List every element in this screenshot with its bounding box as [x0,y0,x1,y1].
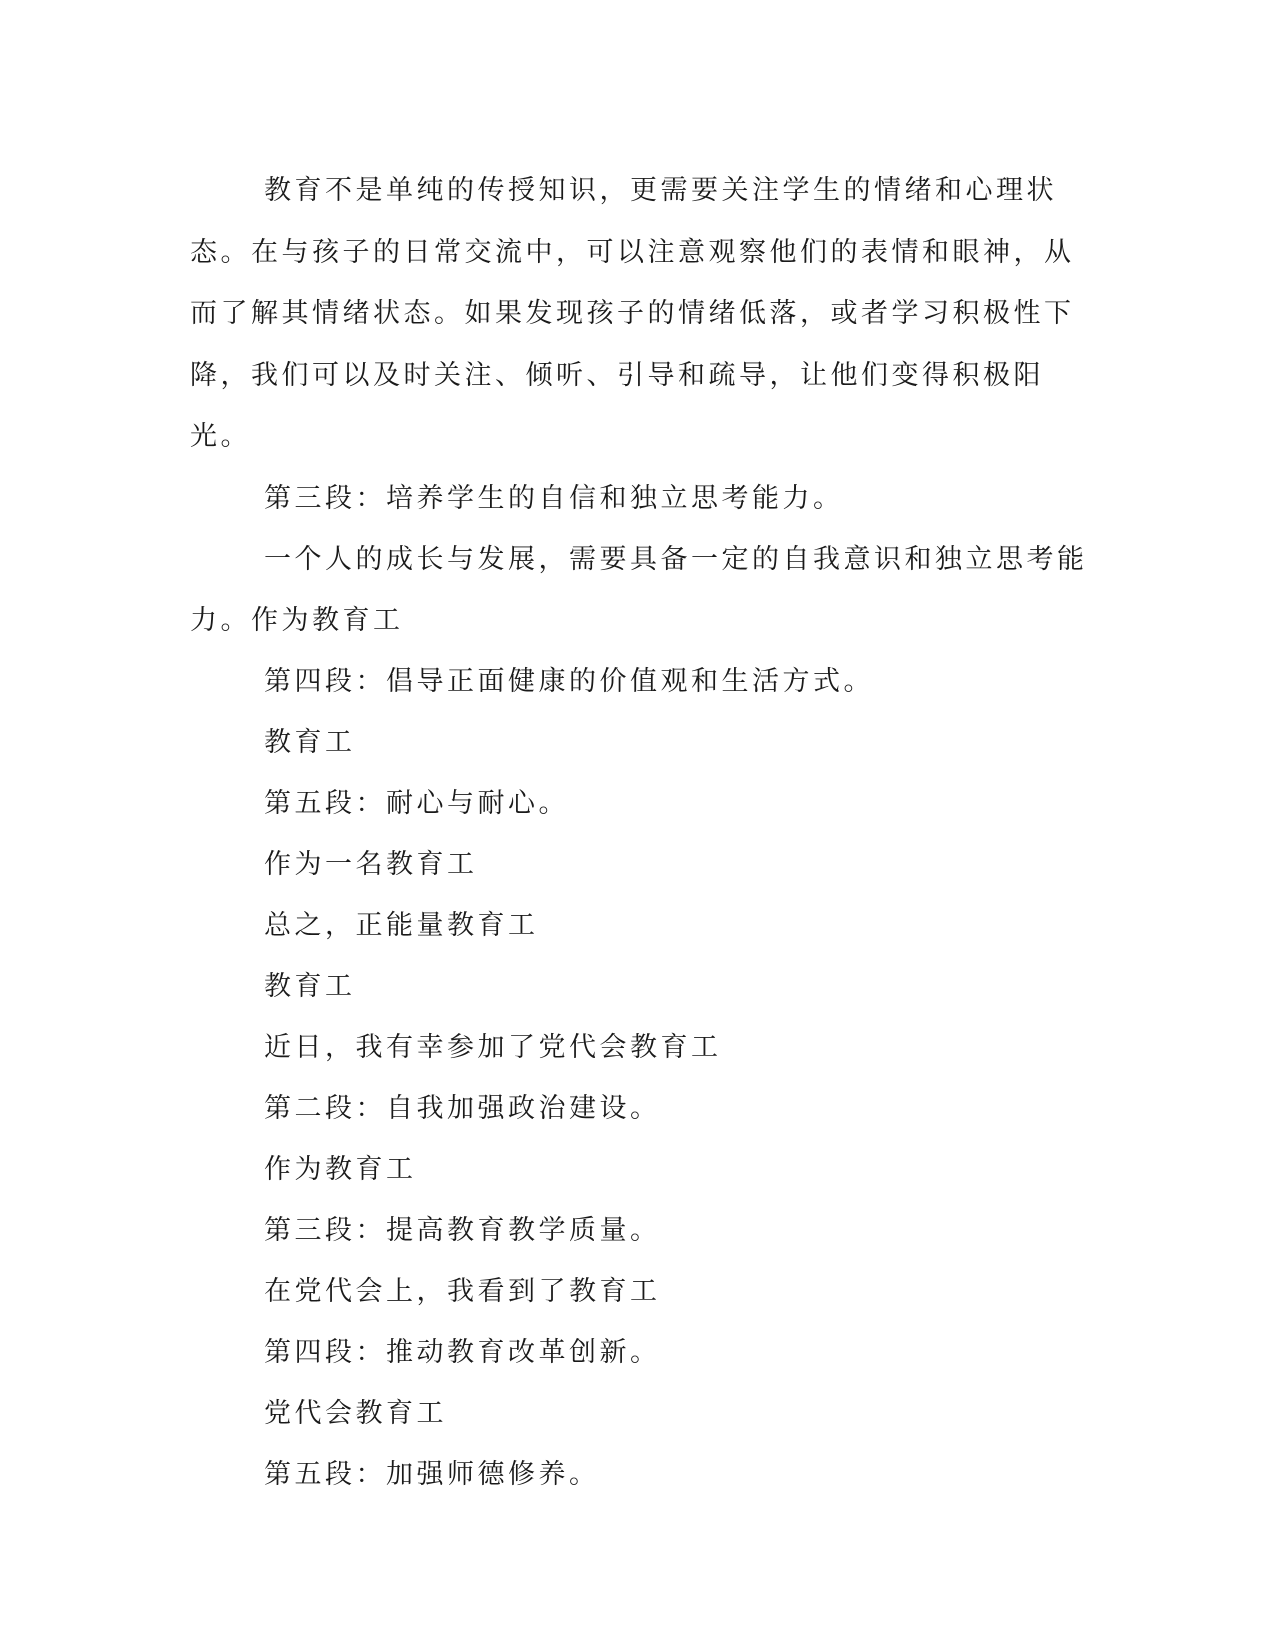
paragraph: 总之，正能量教育工 [264,909,539,941]
paragraph: 在党代会上，我看到了教育工 [264,1275,661,1307]
section-heading: 第三段：提高教育教学质量。 [264,1214,661,1246]
paragraph: 教育不是单纯的传授知识，更需要关注学生的情绪和心理状态。在与孩子的日常交流中，可以注意观察他们的表情和眼神，从而了解其情绪状态。如果发现孩子的情绪低落，或者学习积极性下降，我们可以及时关注、倾听、引导和疏导，让他们变得积极阳光。 [190,175,1075,452]
section-heading: 第二段：自我加强政治建设。 [264,1092,661,1124]
section-heading: 第三段：培养学生的自信和独立思考能力。 [264,482,844,514]
paragraph: 近日，我有幸参加了党代会教育工 [264,1031,722,1063]
paragraph: 作为教育工 [264,1153,417,1185]
section-heading: 第五段：耐心与耐心。 [264,787,569,819]
document-body [190,160,1090,1505]
paragraph: 作为一名教育工 [264,848,478,880]
paragraph: 教育工 [264,970,356,1002]
section-heading: 第四段：推动教育改革创新。 [264,1336,661,1368]
paragraph: 党代会教育工 [264,1397,447,1429]
section-heading: 第四段：倡导正面健康的价值观和生活方式。 [264,665,874,697]
paragraph: 一个人的成长与发展，需要具备一定的自我意识和独立思考能力。作为教育工 [190,543,1088,636]
section-heading: 第五段：加强师德修养。 [264,1458,600,1490]
paragraph: 教育工 [264,726,356,758]
